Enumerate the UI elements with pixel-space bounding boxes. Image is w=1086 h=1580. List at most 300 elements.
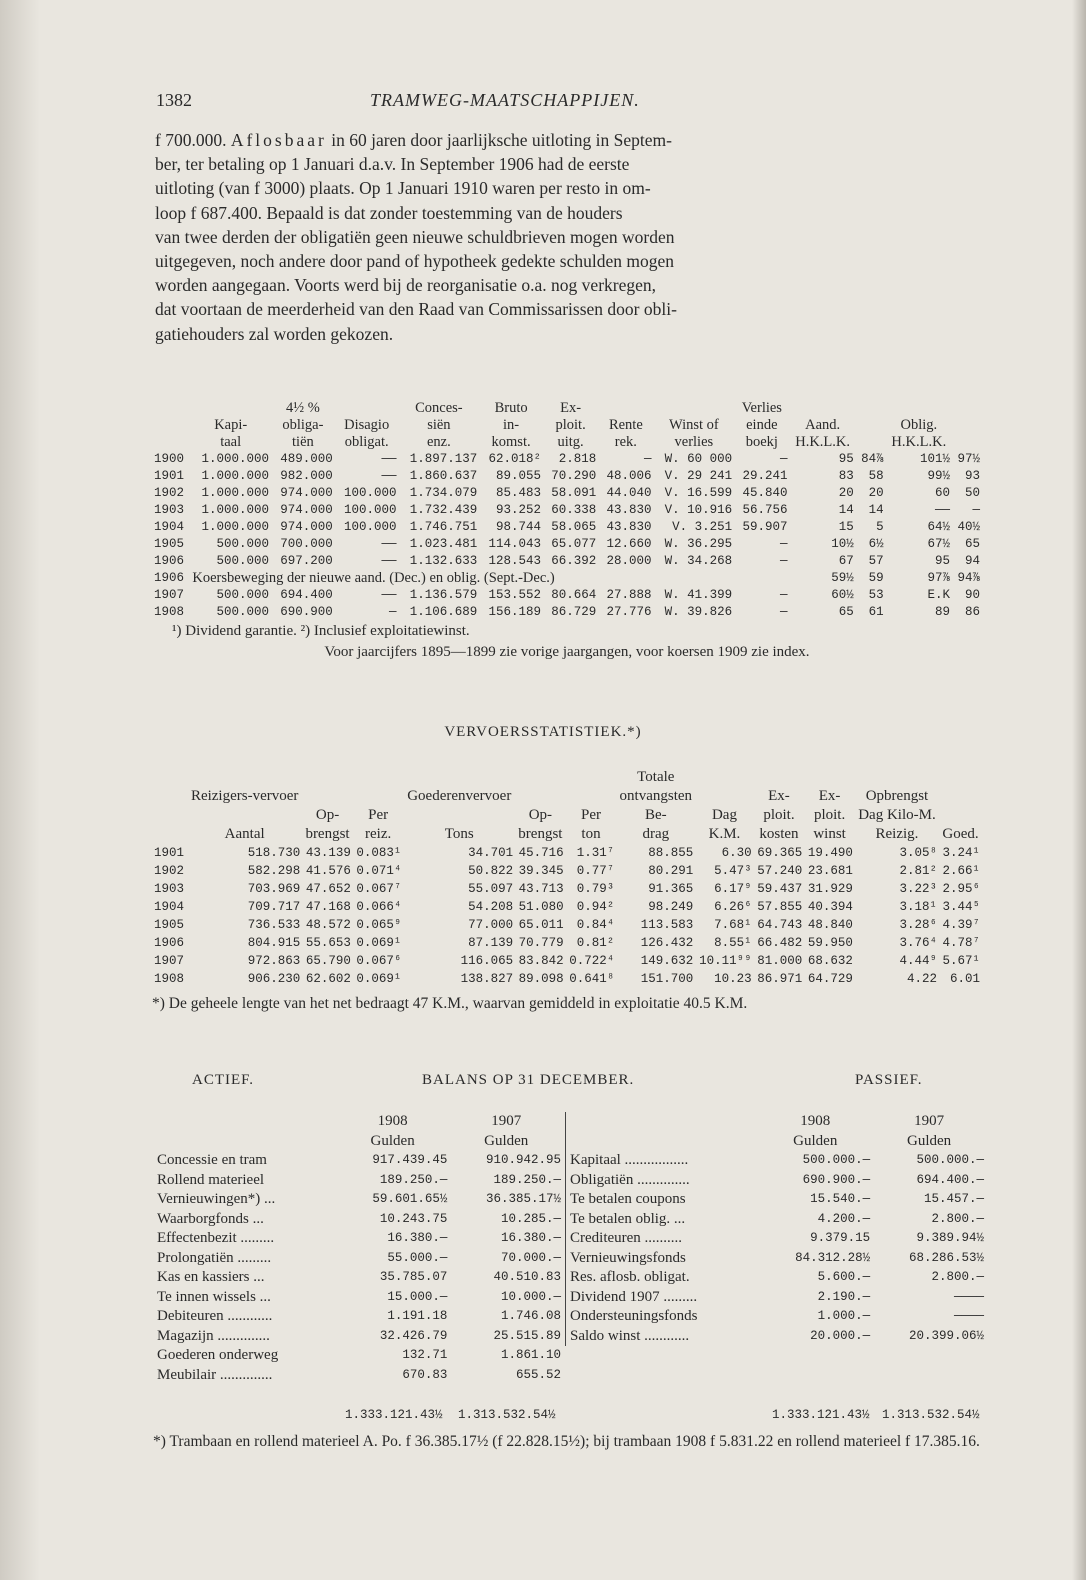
transport-value-cell: 582.298	[247, 864, 301, 878]
actief-label-cell: Effectenbezit .........	[157, 1230, 275, 1246]
financial-row	[152, 536, 982, 553]
transport-header-cell: Per	[368, 807, 389, 823]
transport-year-cell: 1907	[154, 954, 185, 968]
financial-header-cell	[335, 400, 399, 417]
passief-value-1907: 9.389.94½	[916, 1231, 984, 1245]
financial-value-cell: —	[779, 554, 788, 568]
transport-year-cell: 1906	[154, 936, 185, 950]
financial-value-cell: 60½	[831, 588, 854, 602]
financial-header-cell: enz.	[426, 434, 451, 450]
intro-line-3: uitloting (van f 3000) plaats. Op 1 Januari 1910 waren per resto in om-	[155, 178, 651, 199]
financial-value-cell: V. 16.599	[664, 486, 733, 500]
financial-value-cell: 1.000.000	[201, 469, 270, 483]
transport-table-section	[152, 768, 982, 1014]
financial-value-cell: 40½	[957, 520, 980, 534]
financial-header-cell: Verlies	[741, 400, 782, 416]
financial-value-cell: 48.006	[606, 469, 652, 483]
financial-value-cell: 85.483	[495, 486, 541, 500]
transport-header-cell: brengst	[305, 826, 350, 842]
actief-label-cell: Kas en kassiers ...	[157, 1269, 265, 1285]
financial-header-cell: uitg.	[557, 434, 584, 450]
transport-header-cell: Per	[580, 807, 601, 823]
transport-value-cell: 66.482	[757, 936, 803, 950]
intro-line-1: in 60 jaren door jaarlijksche uitloting in Septem-	[331, 130, 672, 150]
passief-row	[566, 1190, 986, 1210]
financial-header-cell	[952, 417, 982, 434]
actief-value-1907: 1.746.08	[500, 1309, 561, 1323]
transport-value-cell: 31.929	[807, 882, 853, 896]
financial-value-cell: 1.000.000	[201, 452, 270, 466]
transport-header-cell	[939, 806, 982, 825]
financial-value-cell: 66.392	[551, 554, 597, 568]
financial-header-cell: H.K.L.K.	[795, 434, 850, 450]
financial-year-cell: 1908	[154, 605, 185, 619]
transport-header-cell	[566, 787, 617, 806]
transport-value-cell: 40.394	[807, 900, 853, 914]
financial-value-cell: 45.840	[742, 486, 788, 500]
financial-value-cell: 43.830	[606, 503, 652, 517]
actief-value-1907: 10.000.—	[500, 1289, 561, 1304]
financial-header-cell: siën	[427, 417, 451, 433]
transport-value-cell: 0.81²	[576, 936, 615, 950]
actief-value-1908: 917.439.45	[372, 1153, 448, 1167]
balance-footnote: *) Trambaan en rollend materieel A. Po. f 36.385.17½ (f 22.828.15½); bij trambaan 1908 f 5.831.22 en rollend materieel f 17.385.16.	[153, 1433, 980, 1450]
financial-value-cell: 98.744	[495, 520, 541, 534]
intro-paragraph	[155, 128, 980, 346]
transport-value-cell: 64.729	[807, 972, 853, 986]
passief-row	[566, 1151, 986, 1171]
transport-header-cell: ploit.	[813, 807, 846, 823]
financial-row	[152, 468, 982, 485]
financial-year-cell: 1903	[154, 503, 185, 517]
transport-value-cell: 10.23	[714, 972, 752, 986]
transport-value-cell: 4.39⁷	[942, 918, 980, 932]
financial-value-cell: 28.000	[606, 554, 652, 568]
passief-value-1908: 5.600.—	[817, 1270, 871, 1284]
financial-value-cell: 95	[838, 452, 854, 466]
financial-header-cell	[789, 400, 855, 417]
transport-value-cell: 972.863	[247, 954, 301, 968]
actief-value-1907: 910.942.95	[485, 1153, 561, 1167]
transport-value-cell: 50.822	[468, 864, 514, 878]
actief-unit-cell: Gulden	[484, 1132, 529, 1149]
financial-value-cell: W. 60 000	[664, 452, 733, 466]
transport-value-cell: 59.950	[807, 936, 853, 950]
transport-value-cell: 116.065	[460, 954, 514, 968]
transport-value-cell: 48.572	[305, 918, 351, 932]
financial-row	[152, 604, 982, 621]
intro-line-4: loop f 687.400. Bepaald is dat zonder toestemming van de houders	[155, 202, 623, 223]
financial-value-cell: 100.000	[344, 520, 397, 534]
transport-value-cell: 5.67¹	[942, 954, 980, 968]
transport-value-cell: 0.94²	[576, 900, 615, 914]
actief-row	[153, 1229, 563, 1249]
passief-label-cell: Te betalen coupons	[570, 1191, 686, 1207]
financial-header-cell: H.K.L.K.	[891, 434, 947, 450]
passief-value-1908: 20.000.—	[810, 1328, 871, 1343]
transport-header-row	[152, 825, 982, 844]
transport-row	[152, 880, 982, 898]
financial-year-cell: 1907	[154, 588, 185, 602]
passief-value-1908: 1.000.—	[817, 1309, 871, 1323]
transport-header-cell	[804, 768, 855, 787]
transport-value-cell: 45.716	[518, 846, 564, 860]
transport-header-cell	[939, 768, 982, 787]
transport-header-cell: ontvangsten	[619, 788, 693, 804]
balance-passief	[565, 1112, 986, 1346]
passief-row	[566, 1171, 986, 1191]
passief-value-1907: 15.457.—	[923, 1192, 984, 1206]
transport-value-cell: 19.490	[807, 846, 853, 860]
actief-value-1907: 70.000.—	[500, 1250, 561, 1265]
financial-value-cell: 61	[868, 605, 884, 619]
actief-value-1908: 132.71	[402, 1348, 448, 1362]
financial-header-cell: komst.	[491, 434, 531, 450]
page-number: 1382	[156, 90, 192, 110]
financial-value-cell: V. 3.251	[672, 520, 733, 534]
financial-header-cell	[886, 400, 952, 417]
passief-value-1907: 68.286.53½	[908, 1250, 984, 1265]
balance-actief	[153, 1112, 563, 1385]
transport-value-cell: 0.722⁴	[569, 954, 615, 968]
transport-value-cell: 4.44⁹	[899, 954, 938, 968]
passief-value-1907: 500.000.—	[916, 1153, 984, 1167]
financial-row	[152, 553, 982, 570]
financial-value-cell: E.K	[927, 588, 950, 602]
transport-value-cell: 91.365	[648, 882, 694, 896]
actief-row	[153, 1249, 563, 1269]
passief-value-1908: 2.190.—	[817, 1289, 871, 1304]
passief-unit-cell: Gulden	[906, 1132, 952, 1149]
financial-value-cell: 56.756	[742, 503, 788, 517]
actief-label-cell: Vernieuwingen*) ...	[157, 1191, 276, 1207]
actief-label-cell: Debiteuren ............	[157, 1308, 273, 1324]
transport-header-cell: kosten	[759, 826, 799, 842]
transport-value-cell: 57.855	[757, 900, 803, 914]
transport-value-cell: 1.31⁷	[576, 846, 615, 860]
transport-value-cell: 6.30	[721, 846, 752, 860]
financial-value-cell: 59½	[831, 571, 854, 585]
actief-label-cell: Concessie en tram	[157, 1152, 267, 1168]
financial-year-cell: 1904	[154, 520, 185, 534]
passief-unit-row	[566, 1132, 986, 1152]
actief-value-1908: 1.191.18	[387, 1309, 448, 1323]
transport-header-cell: reiz.	[365, 826, 392, 842]
transport-value-cell: 2.66¹	[942, 864, 980, 878]
financial-header-cell: tiën	[292, 434, 314, 450]
passief-label-cell: Dividend 1907 .........	[570, 1288, 698, 1305]
financial-table	[152, 400, 982, 621]
financial-header-cell	[152, 400, 190, 417]
transport-year-cell: 1901	[154, 846, 185, 860]
transport-value-cell: 4.78⁷	[942, 936, 980, 950]
passief-year-cell: 1908	[800, 1113, 831, 1129]
transport-header-cell	[302, 768, 353, 787]
actief-blank-cell	[153, 1112, 336, 1132]
transport-value-cell: 43.139	[305, 846, 351, 860]
actief-value-1907: 25.515.89	[493, 1328, 561, 1343]
passief-value-1907: 20.399.06½	[908, 1328, 984, 1343]
financial-header-row	[152, 400, 982, 417]
passief-label-cell: Kapitaal .................	[570, 1152, 689, 1168]
financial-value-cell: 1.732.439	[409, 503, 478, 517]
intro-line-5: van twee derden der obligatiën geen nieuwe schuldbrieven mogen worden	[155, 226, 675, 247]
financial-value-cell: 489.000	[280, 452, 333, 466]
financial-value-cell: 974.000	[280, 520, 333, 534]
transport-header-cell: Goederenvervoer	[407, 788, 512, 804]
transport-value-cell: 3.18¹	[899, 900, 938, 914]
financial-header-cell: Winst of	[668, 417, 719, 433]
transport-value-cell: 518.730	[247, 846, 301, 860]
transport-value-cell: 736.533	[247, 918, 301, 932]
transport-header-cell: drag	[642, 826, 670, 842]
actief-value-1908: 59.601.65½	[372, 1192, 448, 1206]
page-edge-shadow-right	[1072, 0, 1086, 1580]
transport-header-cell	[695, 787, 753, 806]
transport-value-cell: 3.05⁸	[899, 846, 938, 860]
transport-value-cell: 4.22	[907, 972, 938, 986]
financial-value-cell: 500.000	[216, 537, 270, 551]
financial-value-cell: 1.734.079	[409, 486, 478, 500]
financial-special-row	[152, 570, 982, 587]
financial-value-cell: 20	[868, 486, 884, 500]
transport-header-cell: winst	[813, 826, 846, 842]
page-edge-shadow-left	[0, 0, 40, 1580]
financial-header-cell: Disagio	[344, 417, 390, 433]
passief-label-cell: Ondersteuningsfonds	[570, 1308, 698, 1324]
actief-row	[153, 1268, 563, 1288]
transport-header-cell: K.M.	[708, 826, 741, 842]
passief-blank-cell	[566, 1112, 758, 1132]
transport-value-cell: 151.700	[640, 972, 694, 986]
financial-value-cell: 64½	[927, 520, 950, 534]
financial-value-cell: 1.746.751	[409, 520, 478, 534]
transport-value-cell: 54.208	[468, 900, 514, 914]
transport-value-cell: 149.632	[640, 954, 694, 968]
financial-special-text: Koersbeweging der nieuwe aand. (Dec.) en oblig. (Sept.-Dec.)	[192, 570, 555, 586]
transport-value-cell: 3.24¹	[942, 846, 980, 860]
actief-value-1907: 1.861.10	[500, 1348, 561, 1362]
transport-header-cell: Opbrengst	[865, 788, 929, 804]
financial-value-cell: 1.106.689	[409, 605, 478, 619]
transport-year-cell: 1904	[154, 900, 185, 914]
transport-value-cell: 0.77⁷	[576, 864, 615, 878]
passief-value-1907: ————	[953, 1289, 984, 1304]
transport-table	[152, 768, 982, 988]
financial-value-cell: 86.729	[551, 605, 597, 619]
actief-blank-cell	[153, 1132, 336, 1152]
actief-value-1907: 655.52	[515, 1367, 561, 1382]
financial-year-cell: 1900	[154, 452, 185, 466]
transport-value-cell: 80.291	[648, 864, 694, 878]
transport-value-cell: 59.437	[757, 882, 803, 896]
financial-header-cell	[598, 400, 653, 417]
financial-note-1: ¹) Dividend garantie. ²) Inclusief exploitatiewinst.	[172, 623, 470, 639]
financial-header-cell	[152, 434, 190, 451]
financial-row	[152, 502, 982, 519]
actief-value-1908: 189.250.—	[379, 1172, 448, 1187]
intro-line-7: worden aangegaan. Voorts werd bij de reorganisatie o.a. nog verkregen,	[155, 275, 657, 296]
financial-value-cell: 100.000	[344, 486, 397, 500]
financial-value-cell: 1.132.633	[409, 554, 478, 568]
transport-value-cell: 0.069¹	[356, 972, 402, 986]
financial-header-cell: Ex-	[560, 400, 582, 416]
financial-header-row	[152, 417, 982, 434]
actief-table	[153, 1112, 563, 1385]
financial-value-cell: 89	[934, 605, 950, 619]
financial-value-cell: 6½	[868, 537, 884, 551]
financial-value-cell: 83	[838, 469, 854, 483]
financial-value-cell: W. 34.268	[664, 554, 733, 568]
transport-value-cell: 0.84⁴	[576, 918, 615, 932]
financial-value-cell: 94⅞	[957, 571, 980, 585]
financial-value-cell: 60	[934, 486, 950, 500]
transport-header-cell	[187, 806, 302, 825]
passief-value-1908: 4.200.—	[817, 1211, 871, 1226]
passief-value-1908: 9.379.15	[810, 1231, 871, 1245]
financial-value-cell: 27.888	[606, 588, 652, 602]
transport-header-cell: Tons	[444, 826, 474, 842]
transport-header-cell: Totale	[637, 769, 675, 785]
financial-value-cell: —	[972, 503, 980, 517]
transport-value-cell: 48.840	[807, 918, 853, 932]
passief-value-1908: 84.312.28½	[795, 1250, 871, 1265]
transport-row	[152, 916, 982, 934]
financial-header-cell: ploit.	[555, 417, 586, 433]
passief-year-cell: 1907	[914, 1113, 945, 1129]
actief-value-1907: 36.385.17½	[485, 1192, 561, 1206]
financial-header-cell	[856, 417, 886, 434]
transport-value-cell: 5.47³	[714, 864, 752, 878]
transport-row	[152, 970, 982, 988]
transport-header-cell: Dag Kilo-M.	[858, 807, 936, 823]
transport-header-cell	[152, 787, 187, 806]
actief-row	[153, 1171, 563, 1191]
transport-row	[152, 898, 982, 916]
transport-value-cell: 81.000	[757, 954, 803, 968]
transport-value-cell: 62.602	[305, 972, 351, 986]
transport-value-cell: 2.95⁶	[942, 882, 980, 896]
transport-header-cell: Aantal	[224, 826, 265, 842]
transport-value-cell: 709.717	[247, 900, 301, 914]
financial-value-cell: 67½	[927, 537, 950, 551]
financial-row	[152, 587, 982, 604]
financial-header-cell	[190, 400, 271, 417]
transport-value-cell: 6.01	[949, 972, 980, 986]
financial-value-cell: —	[779, 588, 788, 602]
financial-value-cell: 58.065	[551, 520, 597, 534]
actief-year-cell: 1907	[491, 1113, 522, 1129]
transport-header-cell	[939, 787, 982, 806]
intro-line-6: uitgegeven, noch andere door pand of hypotheek gedekte schulden mogen	[155, 251, 674, 272]
financial-table-section	[152, 400, 982, 663]
financial-value-cell: 114.043	[488, 537, 541, 551]
transport-value-cell: 41.576	[305, 864, 351, 878]
total-actief-1907: 1.313.532.54½	[458, 1408, 556, 1422]
transport-value-cell: 77.000	[468, 918, 514, 932]
transport-header-cell: Ex-	[818, 788, 841, 804]
transport-header-cell: Reizig.	[875, 826, 919, 842]
financial-value-cell: ——	[934, 503, 950, 517]
transport-value-cell: 87.139	[468, 936, 514, 950]
financial-value-cell: 70.290	[551, 469, 597, 483]
transport-header-row	[152, 768, 982, 787]
total-passief-1908: 1.333.121.43½	[772, 1408, 870, 1422]
financial-value-cell: 84⅞	[861, 452, 884, 466]
passief-row	[566, 1229, 986, 1249]
financial-header-cell: rek.	[614, 434, 637, 450]
financial-value-cell: 100.000	[344, 503, 397, 517]
financial-header-cell: einde	[746, 417, 778, 433]
financial-value-cell: ——	[381, 537, 397, 551]
transport-row	[152, 934, 982, 952]
passief-row	[566, 1268, 986, 1288]
financial-value-cell: 1.860.637	[409, 469, 478, 483]
passief-value-1908: 690.900.—	[802, 1172, 871, 1187]
actief-value-1907: 189.250.—	[493, 1172, 561, 1187]
financial-header-cell: boekj	[745, 434, 778, 450]
financial-value-cell: 80.664	[551, 588, 597, 602]
actief-row	[153, 1346, 563, 1366]
transport-value-cell: 47.168	[305, 900, 351, 914]
financial-value-cell: 1.897.137	[409, 452, 478, 466]
financial-value-cell: —	[389, 605, 397, 619]
financial-value-cell: 93.252	[495, 503, 541, 517]
financial-value-cell: 1.023.481	[409, 537, 478, 551]
financial-value-cell: 1.000.000	[201, 520, 270, 534]
transport-header-cell	[566, 768, 617, 787]
transport-header-cell	[403, 768, 515, 787]
transport-value-cell: 0.066⁴	[356, 900, 402, 914]
financial-value-cell: 14	[868, 503, 884, 517]
transport-value-cell: 47.652	[305, 882, 351, 896]
transport-value-cell: 6.26⁶	[714, 900, 752, 914]
transport-header-cell: Reizigers-vervoer	[190, 788, 299, 804]
actief-value-1908: 15.000.—	[387, 1289, 448, 1304]
actief-year-row	[153, 1112, 563, 1132]
financial-value-cell: 20	[838, 486, 854, 500]
intro-line-9: gatiehouders zal worden gekozen.	[155, 323, 394, 344]
transport-value-cell: 3.76⁴	[899, 936, 938, 950]
financial-value-cell: 89.055	[495, 469, 541, 483]
transport-value-cell: 703.969	[247, 882, 301, 896]
passief-year-row	[566, 1112, 986, 1132]
transport-value-cell: 6.17⁹	[714, 882, 752, 896]
transport-header-cell: Be-	[644, 807, 667, 823]
financial-value-cell: 27.776	[606, 605, 652, 619]
actief-label-cell: Magazijn ..............	[157, 1327, 270, 1344]
transport-header-cell: Op-	[528, 807, 553, 823]
passief-row	[566, 1288, 986, 1308]
financial-header-cell: Rente	[608, 417, 643, 433]
transport-value-cell: 65.011	[518, 918, 564, 932]
financial-value-cell: 65	[838, 605, 854, 619]
passief-row	[566, 1307, 986, 1327]
transport-value-cell: 51.080	[518, 900, 564, 914]
transport-header-cell	[302, 787, 353, 806]
financial-header-cell	[856, 434, 886, 451]
transport-value-cell: 70.779	[518, 936, 564, 950]
transport-header-cell: Ex-	[768, 788, 790, 804]
transport-header-cell	[353, 787, 404, 806]
actief-value-1908: 55.000.—	[387, 1250, 448, 1265]
financial-value-cell: 60.338	[551, 503, 597, 517]
transport-header-row	[152, 806, 982, 825]
financial-value-cell: 5	[876, 520, 884, 534]
financial-value-cell: 10½	[831, 537, 854, 551]
transport-value-cell: 0.067⁶	[356, 954, 402, 968]
transport-value-cell: 83.842	[518, 954, 564, 968]
